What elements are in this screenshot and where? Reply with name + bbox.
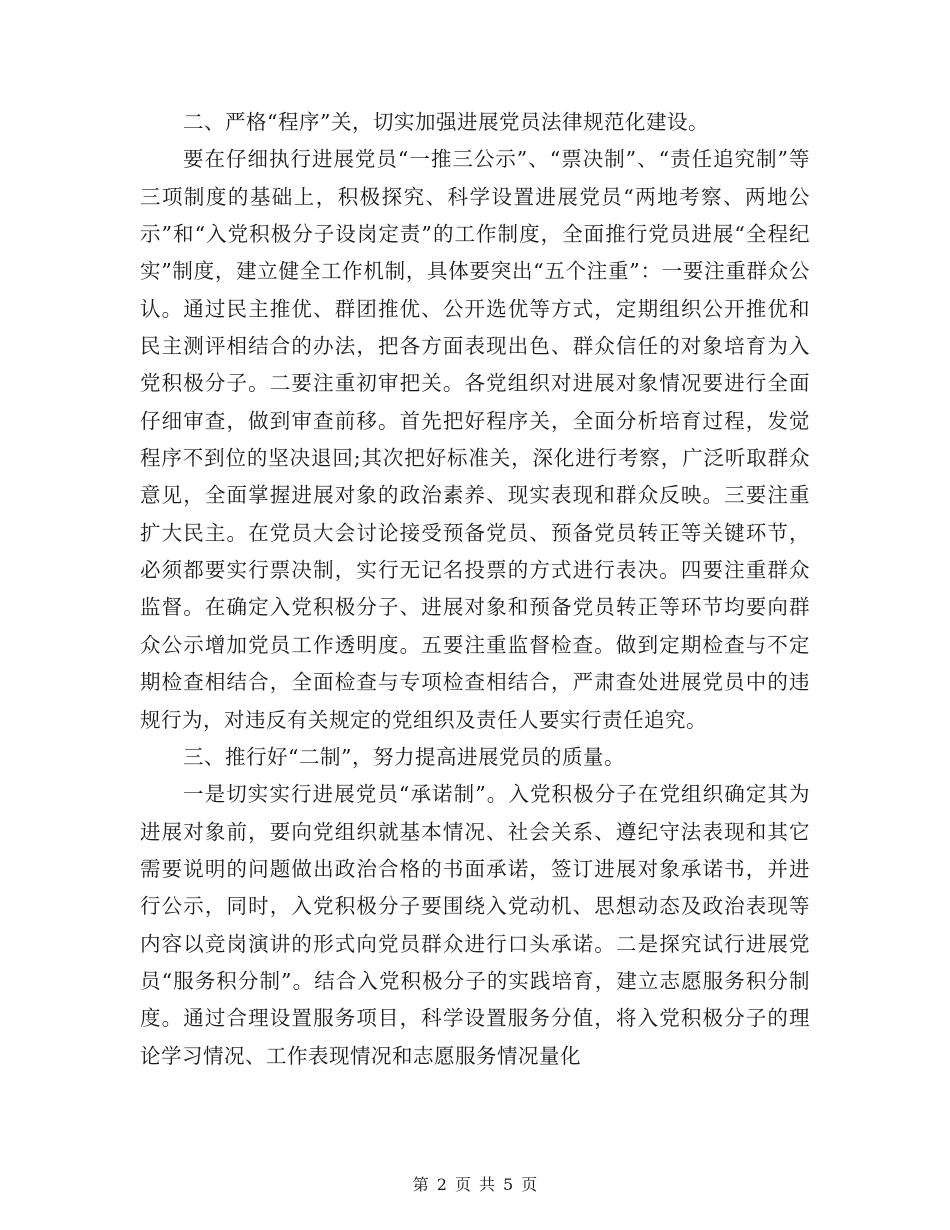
footer-page-word: 页 [454, 1175, 471, 1194]
section-heading-2: 二、严格“程序”关，切实加强进展党员法律规范化建设。 [183, 110, 710, 134]
body-paragraph: 要在仔细执行进展党员“一推三公示”、“票决制”、“责任追究制”等三项制度的基础上，积极探究、科学设置进展党员“两地考察、两地公示”和“入党积极分子设岗定责”的工作制度，全面推行党员进展“全程纪实”制度，建立健全工作机制，具体要突出“五个注重”：一要注重群众公认。通过民主推优、群团推优、公开选优等方式，定期组织公开推优和民主测评相结合的办法，把各方面表现出色、群众信任的对象培育为入党积极分子。二要注重初审把关。各党组织对进展对象情况要进行全面仔细审查，做到审查前移。首先把好程序关，全面分析培育过程，发觉程序不到位的坚决退回;其次把好标准关，深化进行考察，广泛听取群众意见，全面掌握进展对象的政治素养、现实表现和群众反映。三要注重扩大民主。在党员大会讨论接受预备党员、预备党员转正等关键环节，必须都要实行票决制，实行无记名投票的方式进行表决。四要注重群众监督。在确定入党积极分子、进展对象和预备党员转正等环节均要向群众公示增加党员工作透明度。五要注重监督检查。做到定期检查与不定期检查相结合，全面检查与专项检查相结合，严肃查处进展党员中的违规行为，对违反有关规定的党组织及责任人要实行责任追究。 [140, 147, 810, 732]
body-paragraph: 一是切实实行进展党员“承诺制”。入党积极分子在党组织确定其为进展对象前，要向党组织就基本情况、社会关系、遵纪守法表现和其它需要说明的问题做出政治合格的书面承诺，签订进展对象承诺书，并进行公示，同时，入党积极分子要围绕入党动机、思想动态及政治表现等内容以竞岗演讲的形式向党员群众进行口头承诺。二是探究试行进展党员“服务积分制”。结合入党积极分子的实践培育，建立志愿服务积分制度。通过合理设置服务项目，科学设置服务分值，将入党积极分子的理论学习情况、工作表现情况和志愿服务情况量化 [140, 782, 810, 1068]
footer-total-pages: 5 [503, 1175, 514, 1194]
footer-prefix: 第 [412, 1175, 429, 1194]
page-footer [0, 1172, 950, 1195]
document-body [140, 104, 810, 1075]
footer-suffix: 页 [521, 1175, 538, 1194]
footer-current-page: 2 [436, 1175, 447, 1194]
section-heading-3: 三、推行好“二制”，努力提高进展党员的质量。 [183, 744, 626, 769]
footer-total-word: 共 [479, 1175, 496, 1194]
